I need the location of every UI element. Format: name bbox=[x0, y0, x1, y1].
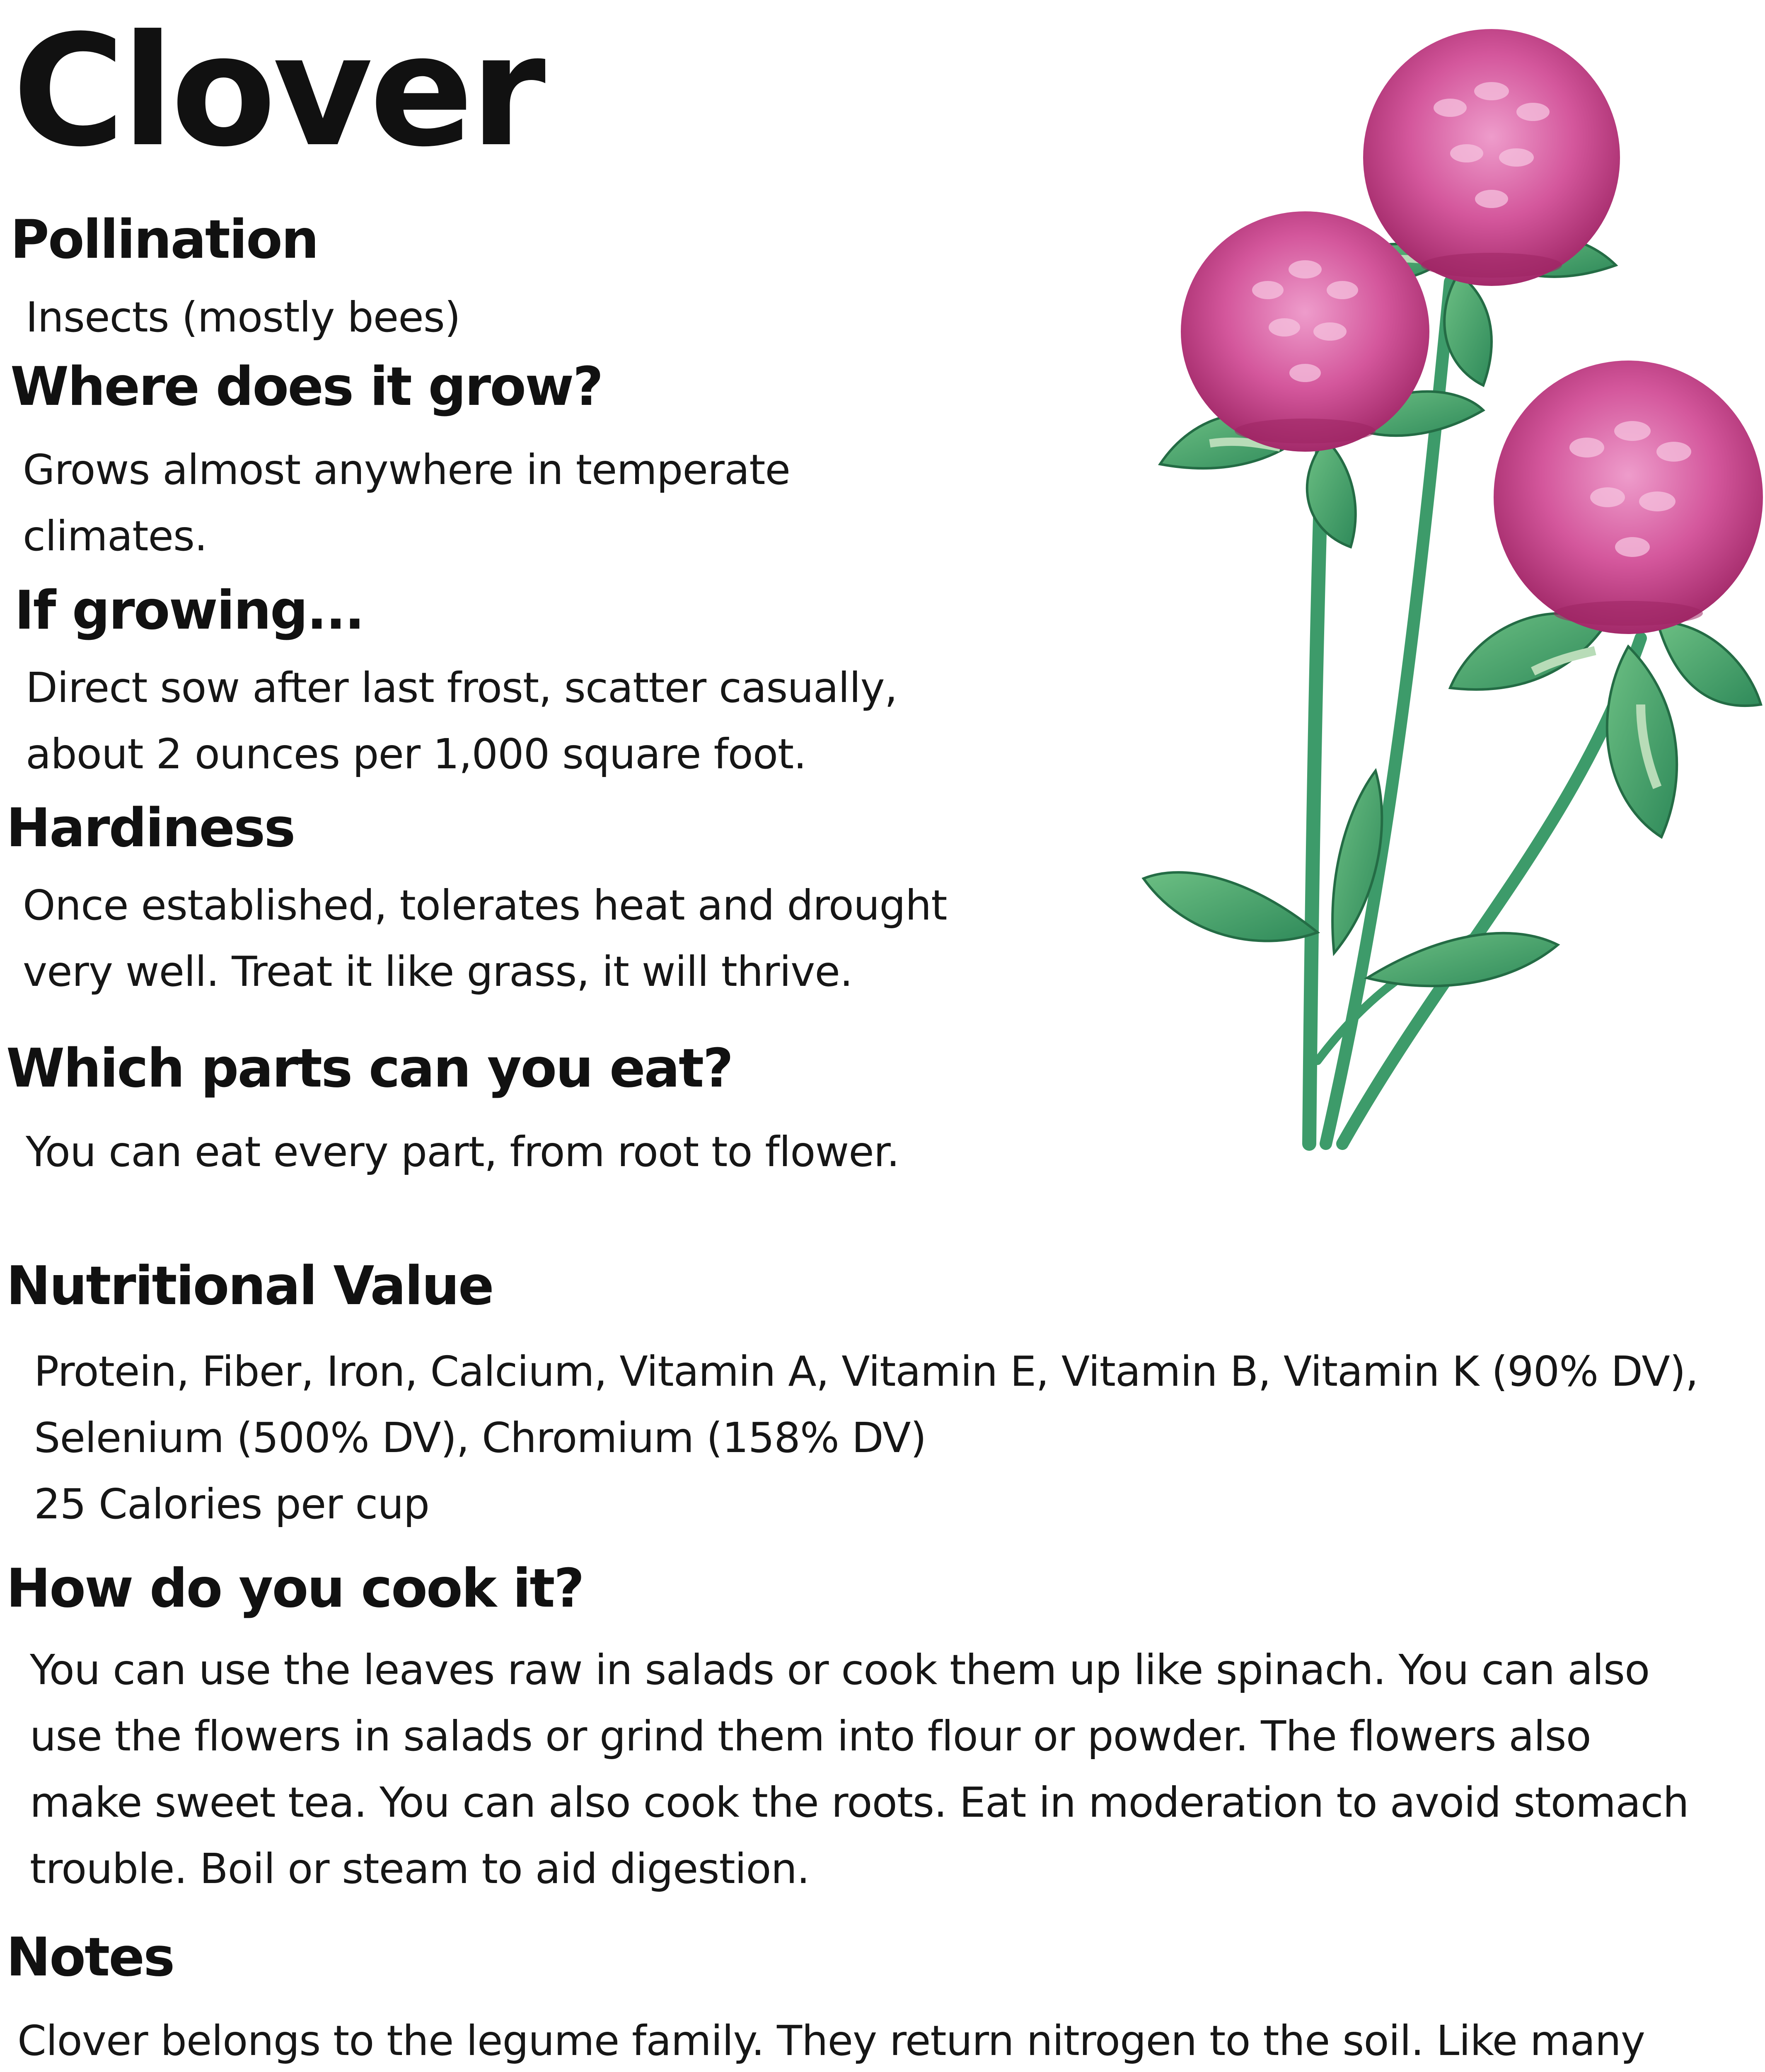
text-line: trouble. Boil or steam to aid digestion. bbox=[30, 1844, 810, 1893]
text-if-growing bbox=[26, 655, 897, 787]
page-title: Clover bbox=[12, 2, 543, 181]
text-line: You can eat every part, from root to flower. bbox=[26, 1128, 899, 1176]
text-pollination bbox=[26, 284, 460, 351]
heading-if-growing: If growing... bbox=[15, 580, 364, 641]
text-line: make sweet tea. You can also cook the roots. Eat in moderation to avoid stomach bbox=[30, 1778, 1689, 1827]
heading-edible-parts: Which parts can you eat? bbox=[6, 1038, 733, 1099]
heading-pollination: Pollination bbox=[10, 209, 318, 271]
heading-where-it-grows: Where does it grow? bbox=[10, 356, 602, 418]
text-where-it-grows bbox=[23, 437, 790, 569]
text-edible-parts bbox=[26, 1119, 899, 1185]
text-line: Selenium (500% DV), Chromium (158% DV) bbox=[34, 1414, 926, 1462]
heading-notes: Notes bbox=[6, 1927, 174, 1988]
text-line: climates. bbox=[23, 512, 207, 560]
heading-nutritional-value: Nutritional Value bbox=[6, 1255, 493, 1317]
text-nutritional-value bbox=[34, 1339, 1698, 1537]
text-line: Protein, Fiber, Iron, Calcium, Vitamin A, Vitamin E, Vitamin B, Vitamin K (90% DV), bbox=[34, 1347, 1698, 1396]
text-line: Clover belongs to the legume family. They return nitrogen to the soil. Like many bbox=[17, 2016, 1645, 2065]
text-notes bbox=[17, 2008, 1672, 2072]
clover-illustration bbox=[829, 0, 1765, 1169]
text-line: Direct sow after last frost, scatter casually, bbox=[26, 663, 897, 712]
text-line: Insects (mostly bees) bbox=[26, 293, 460, 341]
text-line: about 2 ounces per 1,000 square foot. bbox=[26, 730, 807, 778]
text-line: use the flowers in salads or grind them into flour or powder. The flowers also bbox=[30, 1712, 1591, 1760]
text-line: Grows almost anywhere in temperate bbox=[23, 445, 790, 494]
text-line: very well. Treat it like grass, it will thrive. bbox=[23, 947, 853, 996]
text-line: 25 Calories per cup bbox=[34, 1480, 430, 1528]
heading-hardiness: Hardiness bbox=[6, 797, 295, 859]
text-how-to-cook bbox=[30, 1637, 1689, 1902]
text-line: You can use the leaves raw in salads or cook them up like spinach. You can also bbox=[30, 1646, 1650, 1694]
heading-how-to-cook: How do you cook it? bbox=[6, 1558, 583, 1619]
text-line: Once established, tolerates heat and drought bbox=[23, 881, 947, 929]
text-hardiness bbox=[23, 872, 947, 1005]
